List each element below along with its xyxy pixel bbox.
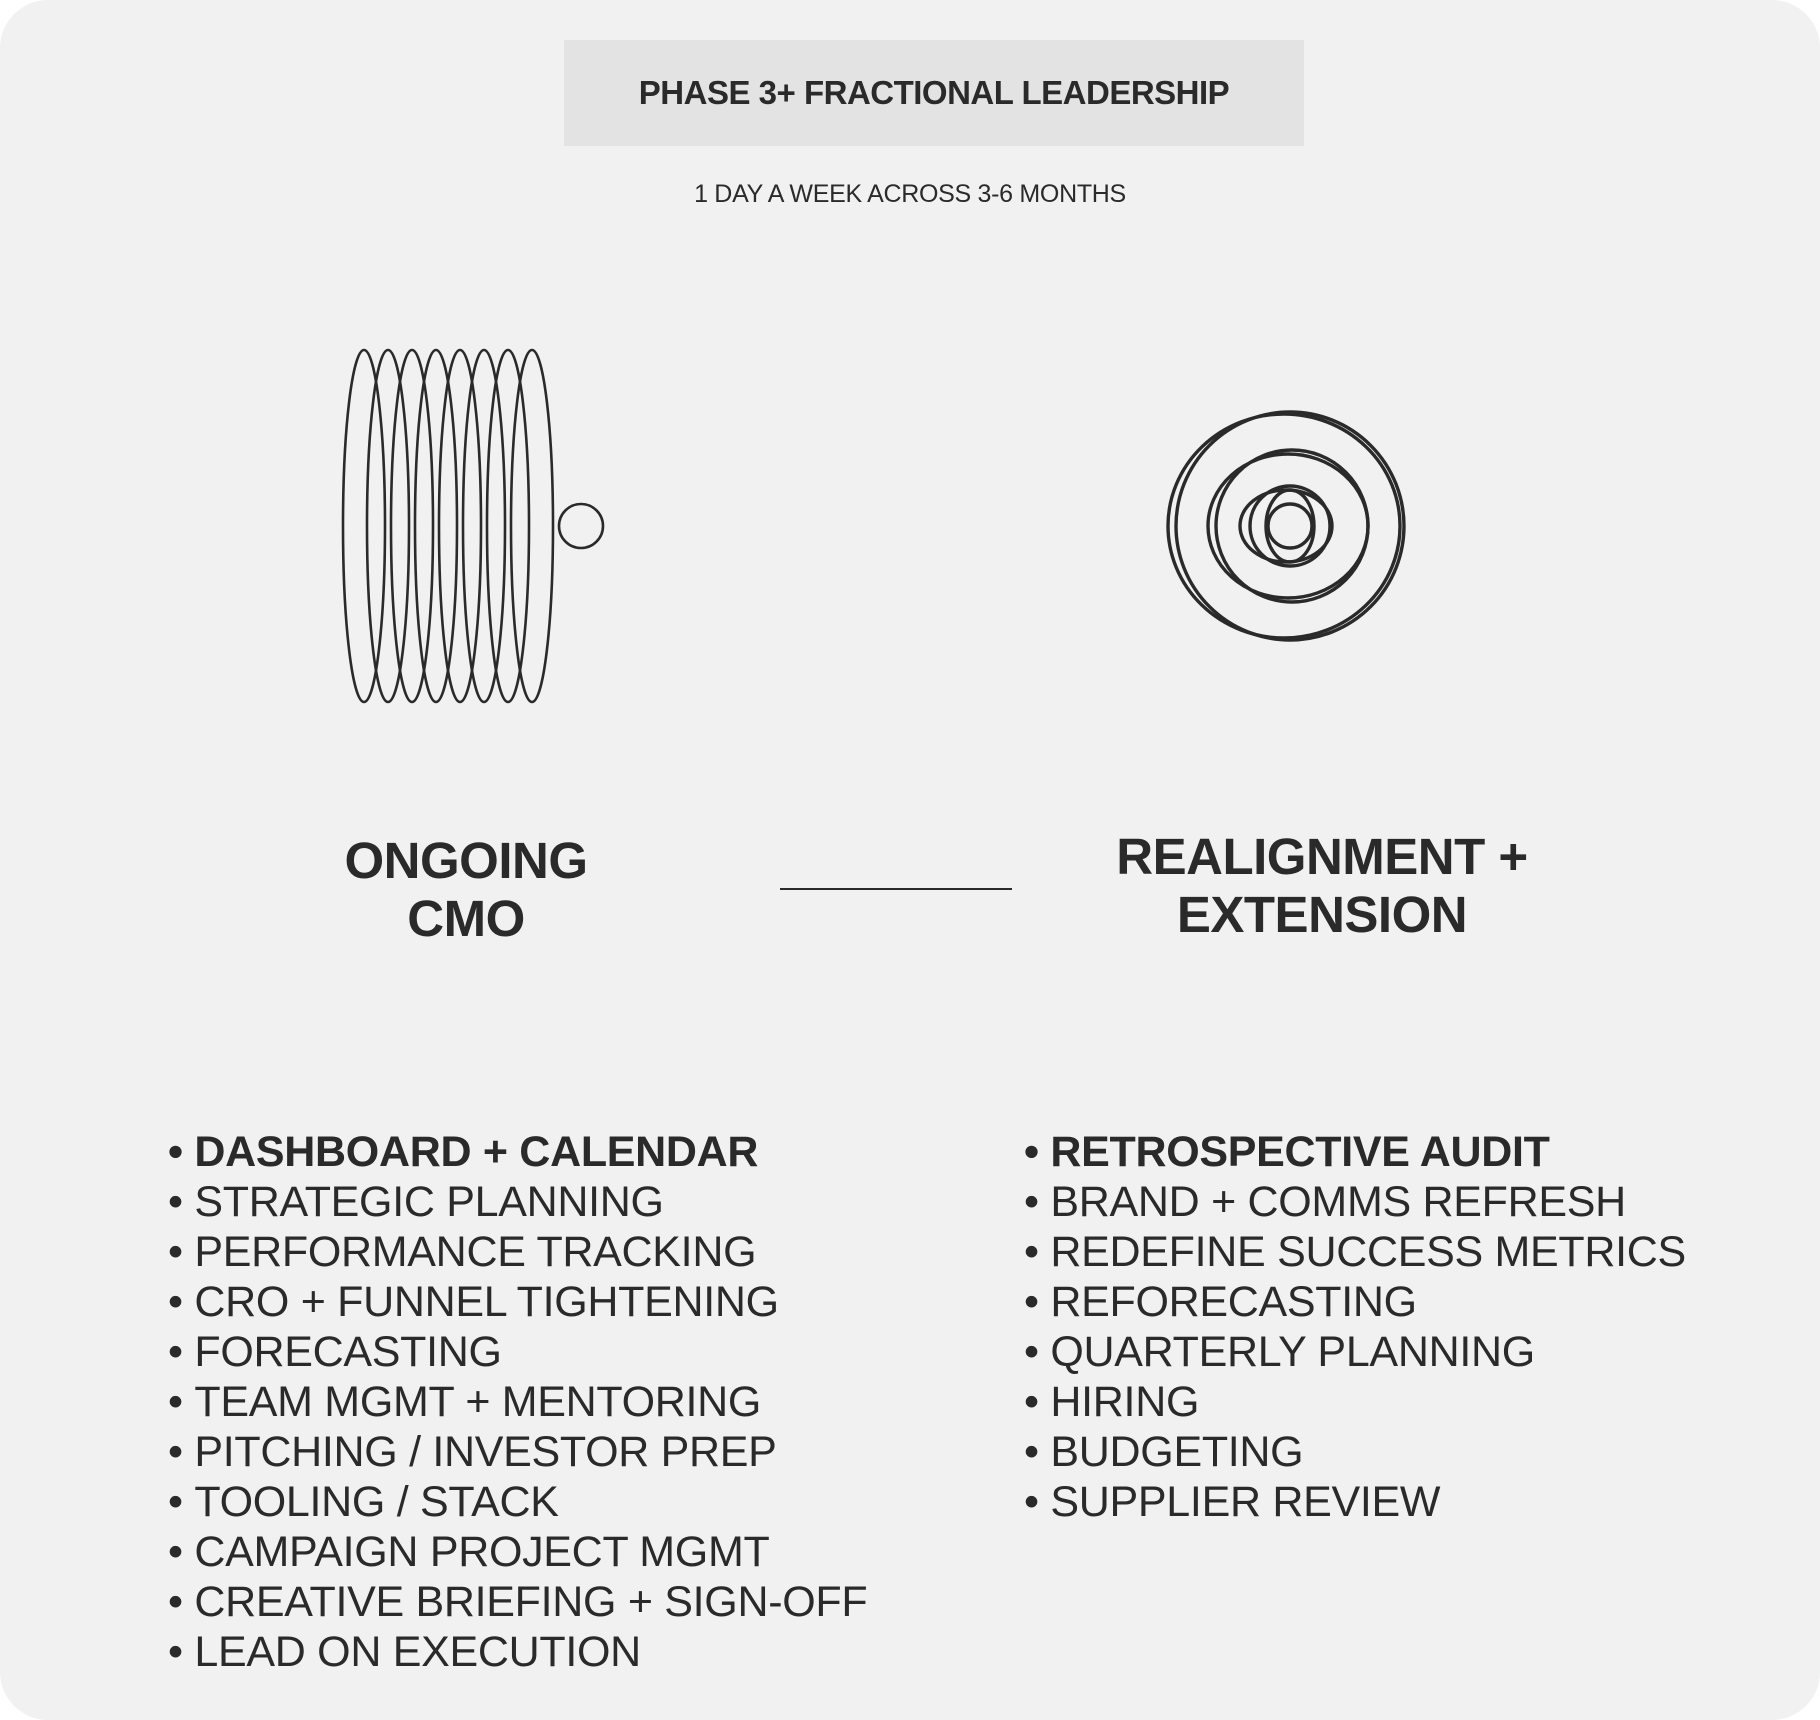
column-title-ongoing-cmo xyxy=(266,832,666,948)
list-item: • REDEFINE SUCCESS METRICS xyxy=(1024,1227,1686,1277)
column-title-line: ONGOING xyxy=(344,832,588,889)
stacked-ellipses-icon xyxy=(330,340,610,710)
list-item: • REFORECASTING xyxy=(1024,1277,1686,1327)
list-item: • CRO + FUNNEL TIGHTENING xyxy=(168,1277,867,1327)
list-item: • CAMPAIGN PROJECT MGMT xyxy=(168,1527,867,1577)
list-item: • PERFORMANCE TRACKING xyxy=(168,1227,867,1277)
middle-ring-offset xyxy=(1208,454,1368,598)
list-item: • STRATEGIC PLANNING xyxy=(168,1177,867,1227)
list-item: • HIRING xyxy=(1024,1377,1686,1427)
list-item: • FORECASTING xyxy=(168,1327,867,1377)
column-title-line: REALIGNMENT + xyxy=(1116,828,1528,885)
page-subtitle: 1 DAY A WEEK ACROSS 3-6 MONTHS xyxy=(694,180,1126,208)
list-item: • LEAD ON EXECUTION xyxy=(168,1627,867,1677)
core-ring-small xyxy=(1268,504,1312,548)
ellipse-ring xyxy=(415,350,457,702)
inner-ring xyxy=(1250,486,1330,566)
list-item: • PITCHING / INVESTOR PREP xyxy=(168,1427,867,1477)
concentric-circles-icon xyxy=(1150,400,1430,660)
ongoing-cmo-list xyxy=(168,1127,867,1677)
list-item: • TOOLING / STACK xyxy=(168,1477,867,1527)
ellipse-ring xyxy=(439,350,481,702)
inner-ring-offset xyxy=(1240,490,1332,562)
outer-ring-offset xyxy=(1168,414,1400,638)
outer-ring xyxy=(1176,412,1404,640)
column-title-realignment xyxy=(1072,828,1572,944)
list-item: • SUPPLIER REVIEW xyxy=(1024,1477,1686,1527)
ellipse-ring xyxy=(343,350,385,702)
small-circle xyxy=(559,504,603,548)
column-title-line: CMO xyxy=(407,890,525,947)
core-ring xyxy=(1266,490,1314,562)
list-item: • TEAM MGMT + MENTORING xyxy=(168,1377,867,1427)
list-item: • CREATIVE BRIEFING + SIGN-OFF xyxy=(168,1577,867,1627)
page-title: PHASE 3+ FRACTIONAL LEADERSHIP xyxy=(638,74,1230,111)
list-item: • BRAND + COMMS REFRESH xyxy=(1024,1177,1686,1227)
list-item: • DASHBOARD + CALENDAR xyxy=(168,1127,867,1177)
ellipse-ring xyxy=(511,350,553,702)
connector-line xyxy=(780,888,1012,890)
ellipse-ring xyxy=(487,350,529,702)
list-item: • QUARTERLY PLANNING xyxy=(1024,1327,1686,1377)
list-item: • BUDGETING xyxy=(1024,1427,1686,1477)
ellipse-ring xyxy=(463,350,505,702)
header-box xyxy=(564,40,1304,146)
ellipse-ring xyxy=(367,350,409,702)
list-item: • RETROSPECTIVE AUDIT xyxy=(1024,1127,1686,1177)
column-title-line: EXTENSION xyxy=(1176,886,1468,943)
ellipse-ring xyxy=(391,350,433,702)
realignment-extension-list xyxy=(1024,1127,1686,1527)
